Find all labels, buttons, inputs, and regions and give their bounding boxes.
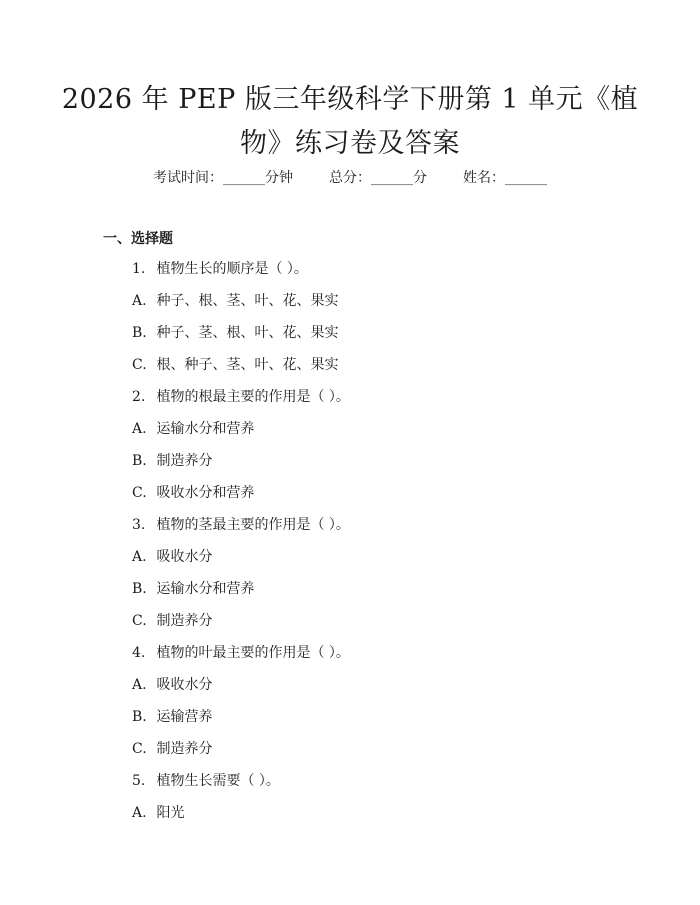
option-letter: C. xyxy=(132,485,147,501)
option-text: 吸收水分 xyxy=(156,549,213,565)
option-text: 阳光 xyxy=(156,805,185,821)
question-text: 植物的叶最主要的作用是（ ）。 xyxy=(156,645,350,661)
question-number: 4. xyxy=(132,645,146,661)
total-score-field: 总分：______分 xyxy=(329,170,427,186)
option-letter: C. xyxy=(132,613,147,629)
question-text: 植物的茎最主要的作用是（ ）。 xyxy=(156,517,350,533)
option-text: 制造养分 xyxy=(156,741,213,757)
question-item xyxy=(132,642,350,674)
exam-time-field: 考试时间：______分钟 xyxy=(153,170,293,186)
option-letter: C. xyxy=(132,357,147,373)
exam-meta xyxy=(0,168,700,188)
question-item xyxy=(132,770,350,802)
option-letter: C. xyxy=(132,741,147,757)
answer-option xyxy=(132,450,350,482)
answer-option xyxy=(132,354,350,386)
answer-option xyxy=(132,546,350,578)
question-number: 2. xyxy=(132,389,146,405)
question-item xyxy=(132,514,350,546)
option-text: 运输水分和营养 xyxy=(156,421,255,437)
option-text: 运输水分和营养 xyxy=(156,581,255,597)
question-item xyxy=(132,386,350,418)
option-letter: A. xyxy=(132,293,147,309)
title-line-1: 2026 年 PEP 版三年级科学下册第 1 单元《植 xyxy=(61,84,639,115)
answer-option xyxy=(132,418,350,450)
answer-option xyxy=(132,706,350,738)
student-name-field: 姓名：______ xyxy=(463,170,547,186)
question-number: 5. xyxy=(132,773,146,789)
question-text: 植物生长需要（ ）。 xyxy=(156,773,280,789)
option-letter: B. xyxy=(132,581,147,597)
option-text: 运输营养 xyxy=(156,709,213,725)
question-number: 3. xyxy=(132,517,146,533)
answer-option xyxy=(132,578,350,610)
option-letter: A. xyxy=(132,805,147,821)
question-text: 植物的根最主要的作用是（ ）。 xyxy=(156,389,350,405)
question-item xyxy=(132,258,350,290)
option-letter: B. xyxy=(132,709,147,725)
option-text: 种子、茎、根、叶、花、果实 xyxy=(156,325,339,341)
title-line-2: 物》练习卷及答案 xyxy=(240,128,460,159)
answer-option xyxy=(132,738,350,770)
option-text: 吸收水分 xyxy=(156,677,213,693)
option-letter: A. xyxy=(132,677,147,693)
answer-option xyxy=(132,482,350,514)
option-letter: A. xyxy=(132,421,147,437)
answer-option xyxy=(132,802,350,834)
answer-option xyxy=(132,290,350,322)
answer-option xyxy=(132,322,350,354)
option-text: 种子、根、茎、叶、花、果实 xyxy=(156,293,339,309)
option-letter: A. xyxy=(132,549,147,565)
section-title-choice: 一、选择题 xyxy=(103,231,173,247)
option-text: 制造养分 xyxy=(156,453,213,469)
option-text: 根、种子、茎、叶、花、果实 xyxy=(156,357,339,373)
question-number: 1. xyxy=(132,261,146,277)
option-letter: B. xyxy=(132,453,147,469)
option-letter: B. xyxy=(132,325,147,341)
option-text: 吸收水分和营养 xyxy=(156,485,255,501)
answer-option xyxy=(132,610,350,642)
answer-option xyxy=(132,674,350,706)
document-title xyxy=(60,78,640,166)
question-text: 植物生长的顺序是（ ）。 xyxy=(156,261,308,277)
question-list xyxy=(132,258,350,834)
option-text: 制造养分 xyxy=(156,613,213,629)
